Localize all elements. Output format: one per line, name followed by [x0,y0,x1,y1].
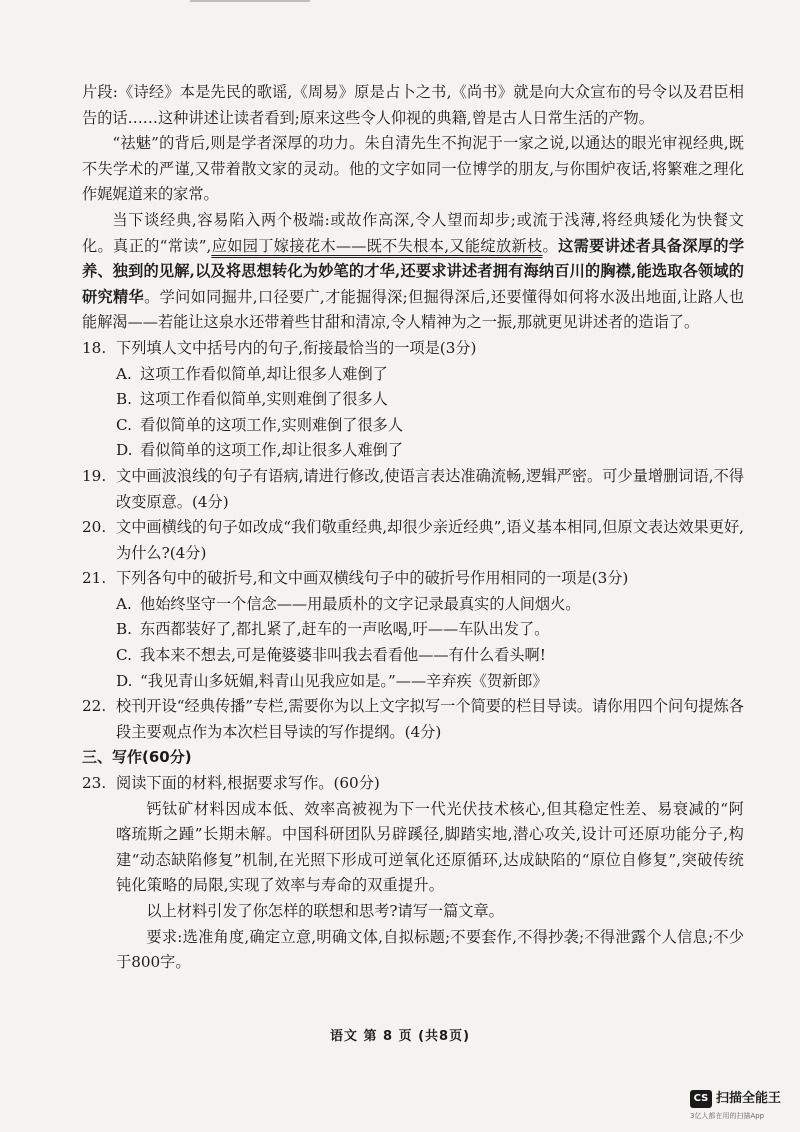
writing-prompt: 以上材料引发了你怎样的联想和思考?请写一篇文章。 [146,902,504,920]
question-number: 21. [82,569,107,588]
watermark-name: 扫描全能王 [716,1091,782,1106]
double-underlined-sentence: 应如园丁嫁接花木——既不失根本,又能绽放新枝 [211,236,543,255]
camscanner-logo-icon: CS [690,1090,712,1108]
question-21 [82,566,744,592]
question-text: 下列填人文中括号内的句子,衔接最恰当的一项是(3分) [116,338,477,357]
passage-paragraph-2: “祛魅”的背后,则是学者深厚的功力。朱自清先生不拘泥于一家之说,以通达的眼光审视经典,既不失学术的严谨,又带着散文家的灵动。他的文字如同一位博学的朋友,与你围炉夜话,将繁难之理化作娓娓道来的家常。 [82,134,744,204]
wavy-underlined-sentence: 这需要讲述者具备深厚的学养、独到的见解,以及将思想转化为妙笔的才华,还要求讲述者拥有海纳百川的胸襟,能选取各领域的研究精华 [82,236,745,306]
option-d: D. 看似简单的这项工作,却让很多人难倒了 [116,441,404,460]
option-c: C. 我本来不想去,可是俺婆婆非叫我去看看他——有什么看头啊! [116,646,546,665]
question-text: 阅读下面的材料,根据要求写作。(60分) [116,774,380,793]
exam-content [82,80,744,976]
question-text: 下列各句中的破折号,和文中画双横线句子中的破折号作用相同的一项是(3分) [116,569,629,588]
question-text: 校刊开设“经典传播”专栏,需要你为以上文字拟写一个简要的栏目导读。请你用四个问句提炼各段主要观点作为本次栏目导读的写作提纲。(4分) [116,697,744,741]
question-number: 19. [82,466,107,485]
passage-paragraph-3: 当下谈经典,容易陷入两个极端:或故作高深,令人望而却步;或流于浅薄,将经典矮化为快餐文化。真正的“常读”,应如园丁嫁接花木——既不失根本,又能绽放新枝。这需要讲述者具备深厚的学养、独到的见解,以及将思想转化为妙笔的才华,还要求讲述者拥有海纳百川的胸襟,能选取各领域的研究精华。学问如同掘井,口径要广,才能掘得深;但掘得深后,还要懂得如何将水汲出地面,让路人也能解渴——若能让这泉水还带着些甘甜和清凉,令人精神为之一振,那就更见讲述者的造诣了。 [82,210,745,332]
writing-material: 钙钛矿材料因成本低、效率高被视为下一代光伏技术核心,但其稳定性差、易衰减的“阿喀琉斯之踵”长期未解。中国科研团队另辟蹊径,脚踏实地,潜心攻关,设计可还原功能分子,构建“动态缺陷修复”机制,在光照下形成可逆氧化还原循环,达成缺陷的“原位自修复”,突破传统钝化策略的局限,实现了效率与寿命的双重提升。 [116,799,744,895]
passage-paragraph-1: 片段:《诗经》本是先民的歌谣,《周易》原是占卜之书,《尚书》就是向大众宣布的号令以及君臣相告的话……这种讲述让读者看到;原来这些令人仰视的典籍,曾是古人日常生活的产物。 [82,83,744,127]
writing-requirements: 要求:选准角度,确定立意,明确文体,自拟标题;不要套作,不得抄袭;不得泄露个人信息;不少于800字。 [116,927,744,972]
option-a: A. 他始终坚守一个信念——用最质朴的文字记录最真实的人间烟火。 [116,594,581,613]
question-number: 18. [82,338,107,357]
option-d: D. “我见青山多妩媚,料青山见我应如是。”——辛弃疾《贺新郎》 [116,671,548,690]
scan-edge-mark [190,0,310,2]
question-number: 23. [82,774,107,793]
watermark-tagline: 3亿人都在用的扫描App [690,1112,765,1120]
option-b: B. 东西都装好了,都扎紧了,赶车的一声吆喝,吁——车队出发了。 [116,620,550,639]
question-number: 22. [82,697,107,716]
scanner-watermark [690,1090,800,1130]
option-c: C. 看似简单的这项工作,实则难倒了很多人 [116,415,404,434]
question-text: 文中画横线的句子如改成“我们敬重经典,却很少亲近经典”,语义基本相同,但原文表达效果更好,为什么?(4分) [116,518,744,562]
section-heading: 三、写作(60分) [82,748,192,767]
question-23 [82,771,744,797]
question-text: 文中画波浪线的句子有语病,请进行修改,使语言表达准确流畅,逻辑严密。可少量增删词语,不得改变原意。(4分) [116,466,744,511]
question-18 [82,336,744,362]
option-a: A. 这项工作看似简单,却让很多人难倒了 [116,364,388,383]
question-number: 20. [82,518,107,537]
page-footer: 语文 第 8 页 (共8页) [329,1029,471,1044]
question-22 [82,694,744,745]
question-20 [82,515,744,566]
question-19 [82,464,744,515]
option-b: B. 这项工作看似简单,实则难倒了很多人 [116,390,388,409]
